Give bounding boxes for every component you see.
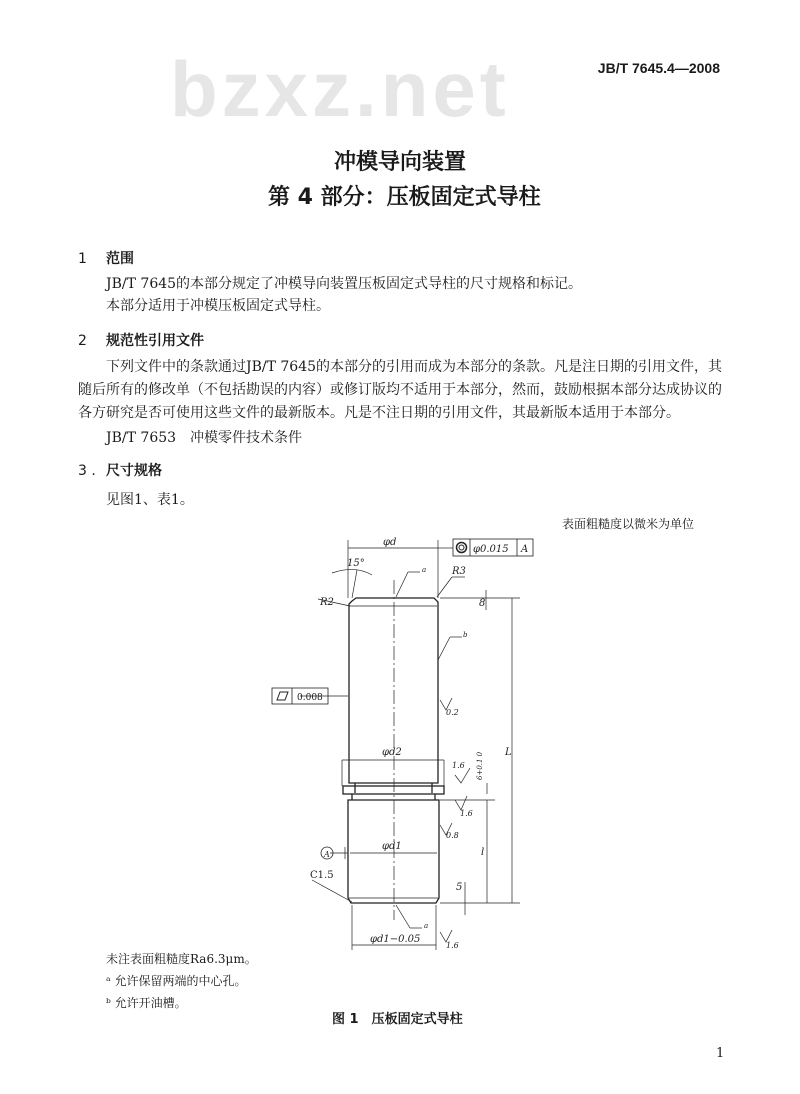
section-1-para-1: JB/T 7645的本部分规定了冲模导向装置压板固定式导柱的尺寸规格和标记。: [106, 276, 583, 292]
label-phi-d2: φd2: [382, 747, 402, 758]
section-1-heading: 1 范围: [78, 251, 134, 267]
label-cylindricity: 0.008: [297, 693, 323, 703]
label-ra-0-8: 0.8: [446, 831, 459, 840]
label-datum-a: A: [324, 850, 330, 859]
figure-note-2: ᵃ 允许保留两端的中心孔。: [106, 974, 247, 988]
section-3-heading: 3 . 尺寸规格: [78, 463, 162, 479]
section-2-heading: 2 规范性引用文件: [78, 333, 204, 349]
label-five: 5: [456, 882, 463, 893]
figure-note-1: 未注表面粗糙度Ra6.3μm。: [106, 952, 257, 966]
label-ra-0-2: 0.2: [446, 708, 459, 717]
label-r2: R2: [320, 597, 334, 608]
label-L: L: [505, 747, 512, 758]
figure-caption: 图 1 压板固定式导柱: [332, 1012, 463, 1027]
figure-note-3: ᵇ 允许开油槽。: [106, 996, 187, 1010]
label-ra-1-6-b: 1.6: [460, 809, 473, 818]
section-1-para-2: 本部分适用于冲模压板固定式导柱。: [106, 298, 330, 314]
label-eight: 8: [479, 598, 486, 609]
label-note-a-top: a: [422, 566, 427, 574]
label-groove: 6+0.1 0: [476, 751, 484, 780]
label-coaxiality: φ0.015: [473, 544, 509, 555]
label-r3: R3: [452, 566, 466, 577]
watermark: bzxz.net: [170, 45, 510, 133]
clamp-plate-line: [343, 786, 444, 794]
roughness-unit-note: 表面粗糙度以微米为单位: [562, 517, 695, 531]
label-note-a-bottom: a: [424, 922, 429, 930]
section-3-para-1: 见图1、表1。: [106, 492, 194, 508]
section-2-reference: JB/T 7653 冲模零件技术条件: [106, 430, 303, 446]
title-line-2: 第 4 部分：压板固定式导柱: [268, 185, 541, 210]
label-datum: A: [521, 544, 529, 555]
label-phi-d1-tolerance: φd1−0.05: [370, 934, 421, 945]
page-number: 1: [716, 1046, 725, 1061]
section-2-para-1: 下列文件中的条款通过JB/T 7645的本部分的引用而成为本部分的条款。凡是注日期的引用文件，其随后所有的修改单（不包括勘误的内容）或修订版均不适用于本部分，然而，鼓励根据本部分达成协议的各方研究是否可使用这些文件的最新版本。凡是不注日期的引用文件，其最新版本适用于本部分。: [78, 359, 723, 421]
label-phi-d1: φd1: [382, 841, 402, 852]
label-phi-d: φd: [383, 537, 397, 548]
standard-number: JB/T 7645.4—2008: [597, 60, 720, 76]
label-l: l: [481, 847, 485, 858]
title-line-1: 冲模导向装置: [334, 150, 467, 175]
label-c1-5: C1.5: [310, 870, 334, 881]
label-angle: 15°: [347, 558, 365, 569]
label-note-b: b: [463, 631, 468, 639]
label-ra-1-6-a: 1.6: [452, 761, 465, 770]
label-ra-1-6-c: 1.6: [446, 941, 459, 950]
